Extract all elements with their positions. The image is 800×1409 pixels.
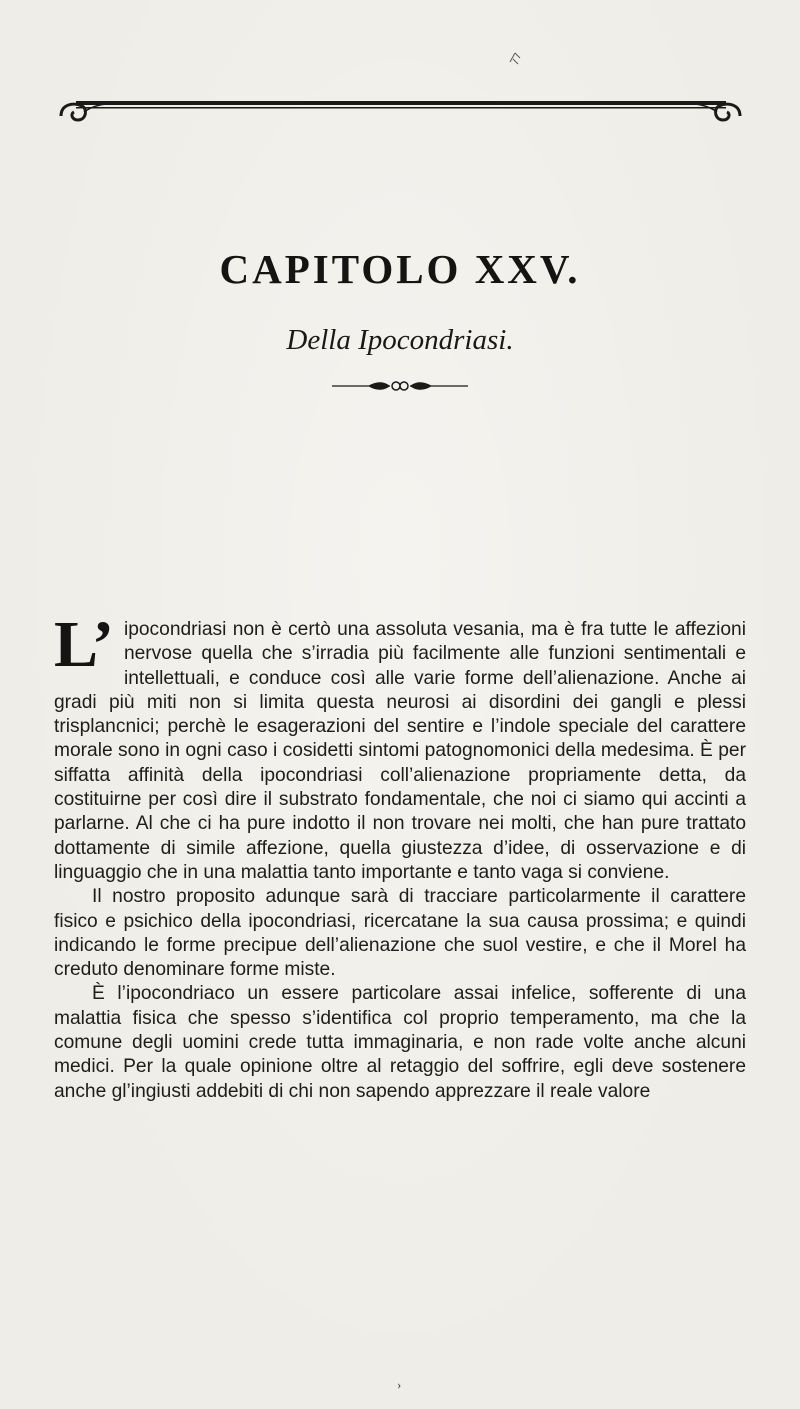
paragraph-1-text: ipocondriasi non è certò una assoluta vesania, ma è fra tutte le affezioni nervose quella che s’irradia più facilmente alle funzioni sentimentali e intellettuali, e conduce così alle varie forme dell’alienazione. Anche ai gradi più miti non si limita questa neurosi ai disordini dei gangli e plessi trisplancnici; perchè le esagerazioni del sentire e l’indole speciale del carattere morale sono in ogni caso i cosidetti sintomi patognomonici della medesima. È per siffatta affinità della ipocondriasi coll’alienazione propriamente detta, da costituirne per così dire il substrato fondamentale, che noi ci siamo qui accinti a parlarne. Al che ci ha pure indotto il non trovare nei molti, che han pure trattato dottamente di simile affezione, quella giustezza d’idee, di osservazione e di linguaggio che in una malattia tanto importante e tanto vaga si conviene. bbox=[54, 619, 746, 883]
paragraph-2: Il nostro proposito adunque sarà di tracciare particolarmente il carattere fisico e psichico della ipocondriasi, ricercatane la sua causa prossima; e quindi indicando le forme precipue dell’alienazione che suol vestire, e che il Morel ha creduto denominare forme miste. bbox=[54, 886, 746, 981]
paragraph-3: È l’ipocondriaco un essere particolare assai infelice, sofferente di una malattia fisica che spesso s’identifica col proprio temperamento, ma che la comune degli uomini crede tutta immaginaria, e non rade volte anche alcuni medici. Per la quale opinione oltre al retaggio del soffrire, egli deve sostenere anche gl’ingiusti addebiti di chi non sapendo apprezzare il reale valore bbox=[54, 983, 746, 1102]
chapter-subtitle: Della Ipocondriasi. bbox=[286, 324, 514, 356]
decorative-header-rule-icon bbox=[58, 92, 743, 138]
drop-cap: L’ bbox=[54, 608, 114, 681]
paragraph-1 bbox=[54, 608, 746, 885]
small-divider-ornament-icon bbox=[330, 377, 470, 393]
chapter-body bbox=[54, 608, 746, 1104]
stray-ink-mark-icon bbox=[508, 50, 522, 66]
page-footer-mark: › bbox=[397, 1377, 402, 1392]
chapter-title: CAPITOLO XXV. bbox=[219, 246, 581, 292]
